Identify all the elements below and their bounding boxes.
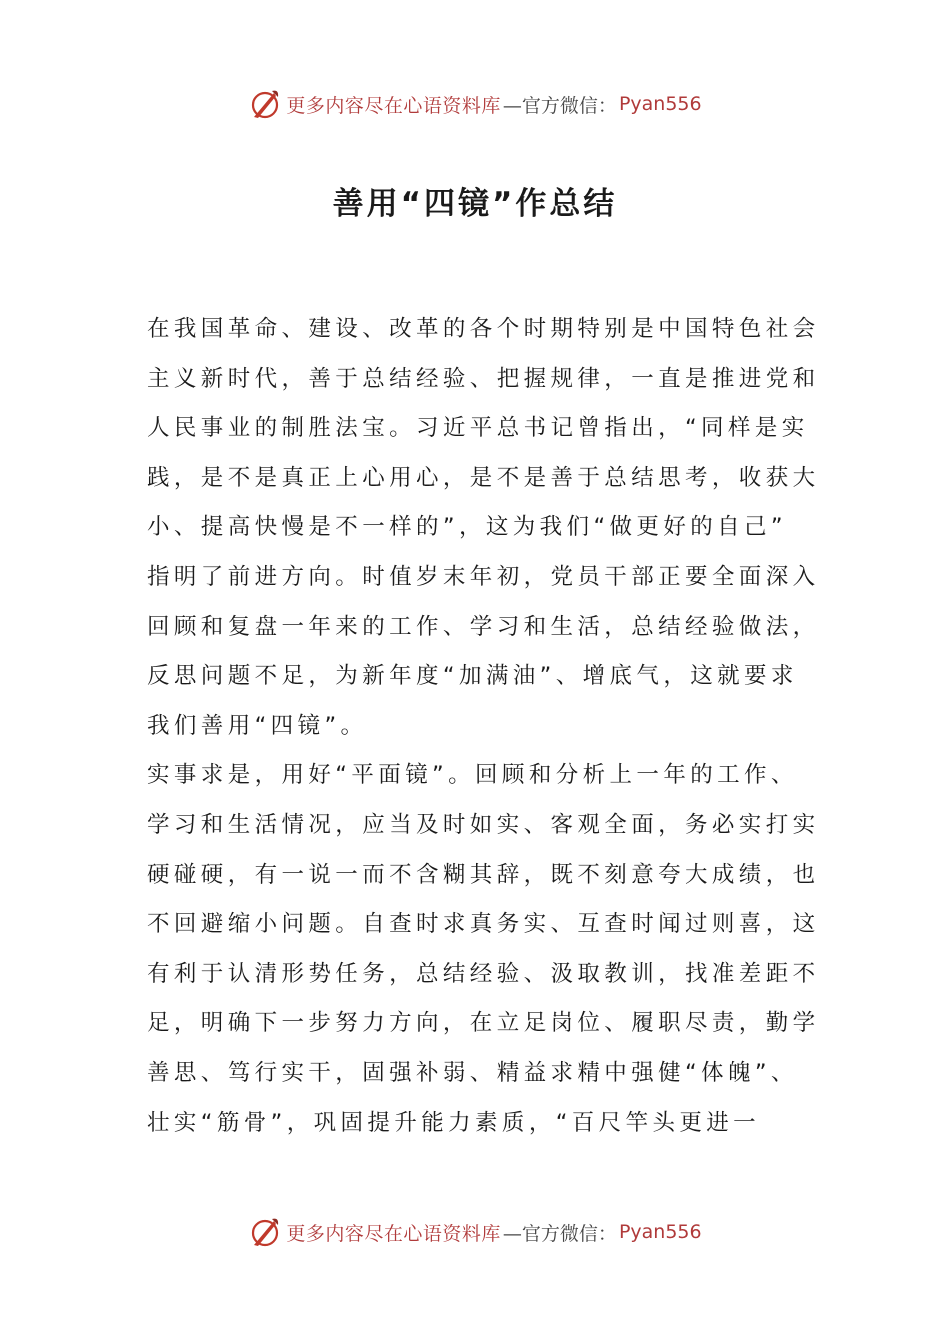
body-line: 不回避缩小问题。自查时求真务实、互查时闻过则喜，这 [147, 911, 820, 938]
body-line: 壮实“筋骨”，巩固提升能力素质，“百尺竿头更进一 [147, 1109, 761, 1136]
quill-logo-icon [248, 1215, 282, 1249]
body-line: 我们善用“四镜”。 [147, 712, 368, 739]
body-line: 在我国革命、建设、改革的各个时期特别是中国特色社会 [147, 316, 820, 342]
body-line: 反思问题不足，为新年度“加满油”、增底气，这就要求 [147, 663, 798, 690]
body-line: 实事求是，用好“平面镜”。回顾和分析上一年的工作、 [147, 762, 798, 789]
body-line: 指明了前进方向。时值岁末年初，党员干部正要全面深入 [147, 563, 820, 590]
body-line: 小、提高快慢是不一样的”，这为我们“做更好的自己” [147, 514, 787, 541]
document-body [147, 305, 820, 1148]
watermark-id: Pyan556 [618, 93, 702, 115]
quill-logo-icon [248, 87, 282, 121]
watermark-separator: —官方微信： [502, 94, 617, 117]
body-line: 有利于认清形势任务，总结经验、汲取教训，找准差距不 [147, 960, 820, 987]
body-line: 足，明确下一步努力方向，在立足岗位、履职尽责，勤学 [147, 1010, 820, 1037]
body-line: 学习和生活情况，应当及时如实、客观全面，务必实打实 [147, 811, 820, 838]
body-line: 主义新时代，善于总结经验、把握规律，一直是推进党和 [147, 365, 820, 392]
body-line: 人民事业的制胜法宝。习近平总书记曾指出，“同样是实 [147, 415, 809, 442]
document-title: 善用“四镜”作总结 [332, 186, 618, 222]
watermark-separator: —官方微信： [502, 1222, 617, 1245]
footer-watermark [0, 1212, 950, 1252]
watermark-id: Pyan556 [618, 1221, 702, 1243]
watermark-brand: 更多内容尽在心语资料库 [286, 94, 501, 117]
body-line: 回顾和复盘一年来的工作、学习和生活，总结经验做法， [147, 613, 820, 640]
body-line: 善思、笃行实干，固强补弱、精益求精中强健“体魄”、 [147, 1059, 798, 1086]
watermark-brand: 更多内容尽在心语资料库 [286, 1222, 501, 1245]
body-line: 践，是不是真正上心用心，是不是善于总结思考，收获大 [147, 464, 820, 491]
body-line: 硬碰硬，有一说一而不含糊其辞，既不刻意夸大成绩，也 [147, 861, 820, 888]
header-watermark [0, 84, 950, 124]
